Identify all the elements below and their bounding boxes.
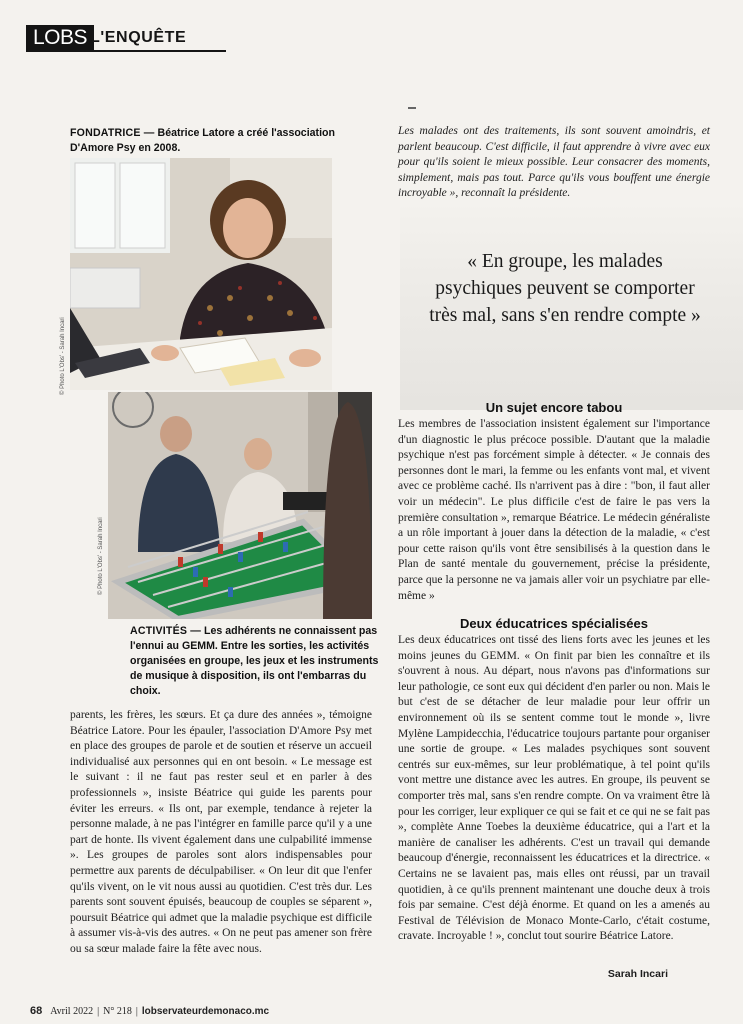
article-section-educatrices	[398, 633, 710, 945]
photo-credit-1: © Photo L'Obs' - Sarah Incari	[60, 317, 66, 395]
section-educatrices-paragraph: Les deux éducatrices ont tissé des liens forts avec les jeunes et les moins jeunes du GEMM. « On finit par bien les connaître et ils s'ouvrent à nous. Au départ, nous n'avons pas d'informations sur leur pathologie, ce sont eux qui décident d'en parler ou non. Mais le but c'est de se détacher de leur maladie pour leur offrir un environnement où ils se sentent comme tout le monde », livre Mylène Lampidecchia, l'éducatrice toujours partante pour organiser une sortie de groupe. « Les malades psychiques sont souvent centrés sur eux-mêmes, sur leur problématique, à tel point qu'ils vont mettre une distance avec les autres. En groupe, ils peuvent se comporter très mal, sans s'en rendre compte. On va vraiment être là pour les corriger, leur expliquer ce qui se fait et ce qui ne se fait pas », complète Anne Toebes la deuxième éducatrice, qui a l'art et la manière de canaliser les adhérents. C'est un travail qui demande beaucoup d'énergie, reconnaissent les éducatrices et la directrice. « Certains ne se lavaient pas, mais elles ont réussi, par un travail quotidien, à ce qu'ils prennent maintenant une douche deux à trois fois par semaine. C'est déjà énorme. Et quand on les a amenés au Festival de Télévision de Monaco Monte-Carlo, c'était costume, cravate. Incroyable ! », conclut tout sourire Béatrice Latore.	[398, 634, 710, 943]
page-number: 68	[30, 1005, 43, 1017]
article-paragraph-left	[70, 708, 372, 958]
intro-text: Les malades ont des traitements, ils sont souvent amoindris, et parlent beaucoup. C'est difficile, il faut apprendre à vivre avec eux pour qu'ils soient le mieux possible. Leur consacrer des moments, simplement, mais pas tout. Parce qu'ils vous bouffent une énergie incroyable », reconnaît la présidente.	[398, 125, 710, 200]
section-title: L'ENQUÊTE	[90, 29, 187, 46]
author-signature: Sarah Incari	[607, 968, 668, 980]
article-paragraph-intro	[398, 124, 710, 202]
website-link[interactable]: lobservateurdemonaco.mc	[141, 1006, 270, 1017]
photo-credit-2: © Photo L'Obs' - Sarah Incari	[98, 517, 104, 595]
magazine-logo: LOBS	[26, 25, 94, 51]
left-paragraph-text: parents, les frères, les sœurs. Et ça dure des années », témoigne Béatrice Latore. Pour les épauler, l'association D'Amore Psy met en place des groupes de parole et de soutien et réserve un accueil individualisé aux personnes qui en ont besoin. « Le message est le suivant : il ne faut pas rester seul et en parler à des professionnels », insiste Béatrice qui guide les parents pour éviter les erreurs. « Ils ont, par exemple, tendance à rejeter la personne malade, à ne pas l'intégrer en famille parce qu'il y a une part de honte. Ils vivent également dans une culpabilité immense ». Les groupes de paroles sont alors indispensables pour permettre aux parents de déculpabiliser. « On leur dit que l'enfer qu'ils vivent, on le vit nous aussi au quotidien. C'est très dur. Les parents sont souvent épuisés, beaucoup de couples se séparent », poursuit Béatrice qui admet que la maladie psychique est difficile à assumer vis-à-vis des autres. « On ne peut pas amener son frère ou sa sœur malade faire la fête avec nous.	[70, 709, 372, 955]
caption-activities-text: Les adhérents ne connaissent pas l'ennui au GEMM. Entre les sorties, les activités organisées en groupe, les jeux et les instruments de musique à disposition, ils ont l'embarras du choix.	[130, 625, 379, 697]
decorative-dash	[408, 107, 416, 109]
article-section-tabou	[398, 417, 710, 604]
section-tabou-paragraph: Les membres de l'association insistent également sur l'importance d'un diagnostic le plus précoce possible. D'autant que la maladie psychique n'est pas forcément simple à détecter. « Je connais des personnes dont le mari, la femme ou les enfants vont mal, et vivent avec ce problème caché. Ils n'arrivent pas à dire : "bon, il faut aller voir un médecin". Le plus difficile c'est de faire le pas vers la première consultation », remarque Béatrice. Le médecin généraliste a un rôle important à jouer dans la détection de la maladie, « c'est pour cette raison qu'ils vont être sensibilisés à la question dans le Plan de santé mentale du gouvernement, précise la présidente, parce que la personne ne va jamais aller voir un psychiatre par elle-même »	[398, 418, 710, 602]
caption-activities-label: ACTIVITÉS —	[130, 625, 202, 637]
header-rule	[26, 50, 226, 52]
caption-founder-text: Béatrice Latore a créé l'association D'Amore Psy en 2008.	[70, 127, 335, 154]
subhead-tabou: Un sujet encore tabou	[485, 400, 623, 415]
issue-number: N° 218	[103, 1006, 132, 1017]
photo-foosball	[108, 392, 372, 619]
page-footer: 68 Avril 2022 | N° 218 | lobservateurdemonaco.mc	[30, 1005, 270, 1017]
photo-founder	[70, 158, 332, 390]
pull-quote: « En groupe, les malades psychiques peuvent se comporter très mal, sans s'en rendre compte »	[429, 251, 701, 326]
issue-date: Avril 2022	[50, 1006, 94, 1017]
caption-founder	[70, 126, 380, 156]
subhead-educatrices: Deux éducatrices spécialisées	[460, 616, 648, 631]
caption-founder-label: FONDATRICE —	[70, 127, 155, 139]
caption-activities	[130, 624, 386, 699]
